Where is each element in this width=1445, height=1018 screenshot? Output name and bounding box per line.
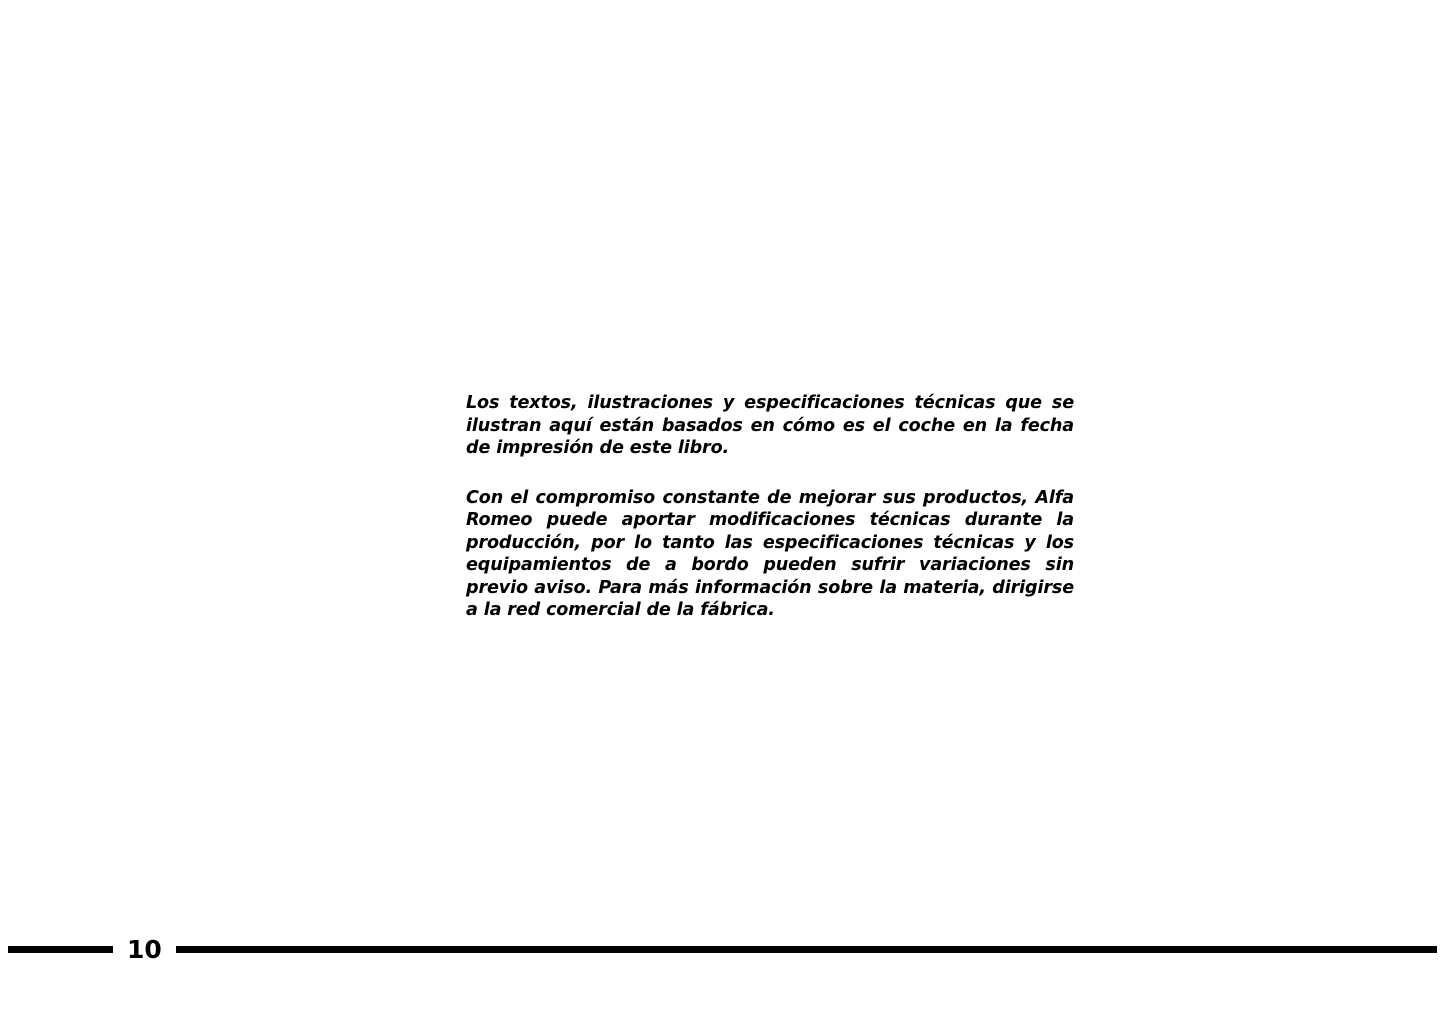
footer-rule-right [176,946,1437,953]
footer-rule-left [8,946,113,953]
page-number: 10 [127,934,162,964]
paragraph-2: Con el compromiso constante de mejorar sus productos, Alfa Romeo puede aportar modificaciones técnicas durante la producción, por lo tanto las especificaciones técnicas y los equipamientos de a bordo pueden sufrir variaciones sin previo aviso. Para más información sobre la materia, dirigirse a la red comercial de la fábrica. [466,487,1074,621]
page-footer [0,936,1445,962]
body-text-block [466,392,1074,622]
paragraph-1: Los textos, ilustraciones y especificaciones técnicas que se ilustran aquí están basados en cómo es el coche en la fecha de impresión de este libro. [466,393,1074,459]
